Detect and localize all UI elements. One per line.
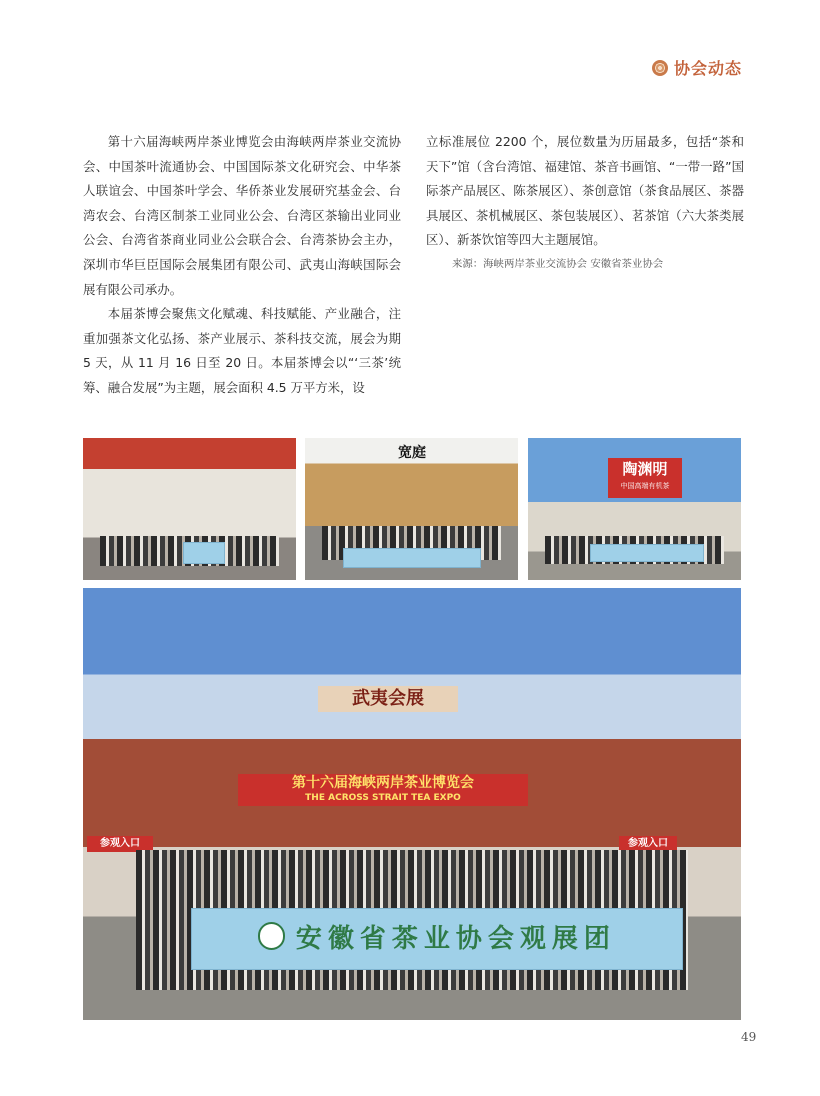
- article-right-column: [426, 130, 744, 273]
- building-sign: 武夷会展: [318, 686, 458, 712]
- expo-red-banner-cn: 第十六届海峡两岸茶业博览会: [292, 775, 474, 791]
- brand-sign-main: 陶渊明: [622, 460, 668, 478]
- section-tag: [652, 56, 742, 79]
- photo-wuyi-expo-center: [83, 588, 741, 1020]
- tea-flower-icon: [652, 60, 668, 76]
- photo-exhibition-hall-red: [83, 438, 296, 580]
- association-logo-icon: [258, 922, 285, 949]
- brand-sign-sub: 中国高端有机茶: [620, 482, 670, 490]
- expo-red-banner: [238, 774, 528, 806]
- expo-red-banner-en: THE ACROSS STRAIT TEA EXPO: [305, 793, 461, 803]
- group-banner-small: [183, 542, 225, 564]
- article-paragraph: 本届茶博会聚焦文化赋魂、科技赋能、产业融合，注重加强茶文化弘扬、茶产业展示、茶科技交流，展会为期 5 天，从 11 月 16 日至 20 日。本届茶博会以“‘三茶’统筹、融合发展”为主题，展会面积 4.5 万平方米，设: [83, 306, 401, 395]
- group-banner-small: [590, 544, 704, 562]
- brand-sign: [608, 458, 682, 498]
- photo-kuanting-building: [305, 438, 518, 580]
- section-title: 协会动态: [673, 59, 742, 78]
- article-paragraph: 第十六届海峡两岸茶业博览会由海峡两岸茶业交流协会、中国茶叶流通协会、中国国际茶文化研究会、中华茶人联谊会、中国茶叶学会、华侨茶业发展研究基金会、台湾农会、台湾区制茶工业同业公会、台湾区茶输出业同业公会、台湾省茶商业同业公会联合会、台湾茶协会主办，深圳市华巨臣国际会展集团有限公司、武夷山海峡国际会展有限公司承办。: [83, 134, 401, 297]
- entrance-sign: 参观入口: [619, 836, 677, 852]
- article-paragraph: 立标准展位 2200 个，展位数量为历届最多，包括“茶和天下”馆（含台湾馆、福建馆、茶音书画馆、“一带一路”国际茶产品展区、陈茶展区）、茶创意馆（茶食品展区、茶器具展区、茶机械展区、茶包装展区）、茗茶馆（六大茶类展区）、新茶饮馆等四大主题展馆。: [426, 134, 744, 248]
- page-number: 49: [741, 1030, 757, 1044]
- group-banner-text: 安徽省茶业协会观展团: [295, 924, 616, 954]
- building-sign: 宽庭: [398, 445, 426, 461]
- entrance-sign: 参观入口: [87, 836, 153, 852]
- group-banner: [191, 908, 683, 970]
- group-banner-small: [343, 548, 481, 568]
- article-source: 来源：海峡两岸茶业交流协会 安徽省茶业协会: [452, 257, 664, 270]
- photo-taoyuanming-building: [528, 438, 741, 580]
- article-left-column: [83, 130, 401, 401]
